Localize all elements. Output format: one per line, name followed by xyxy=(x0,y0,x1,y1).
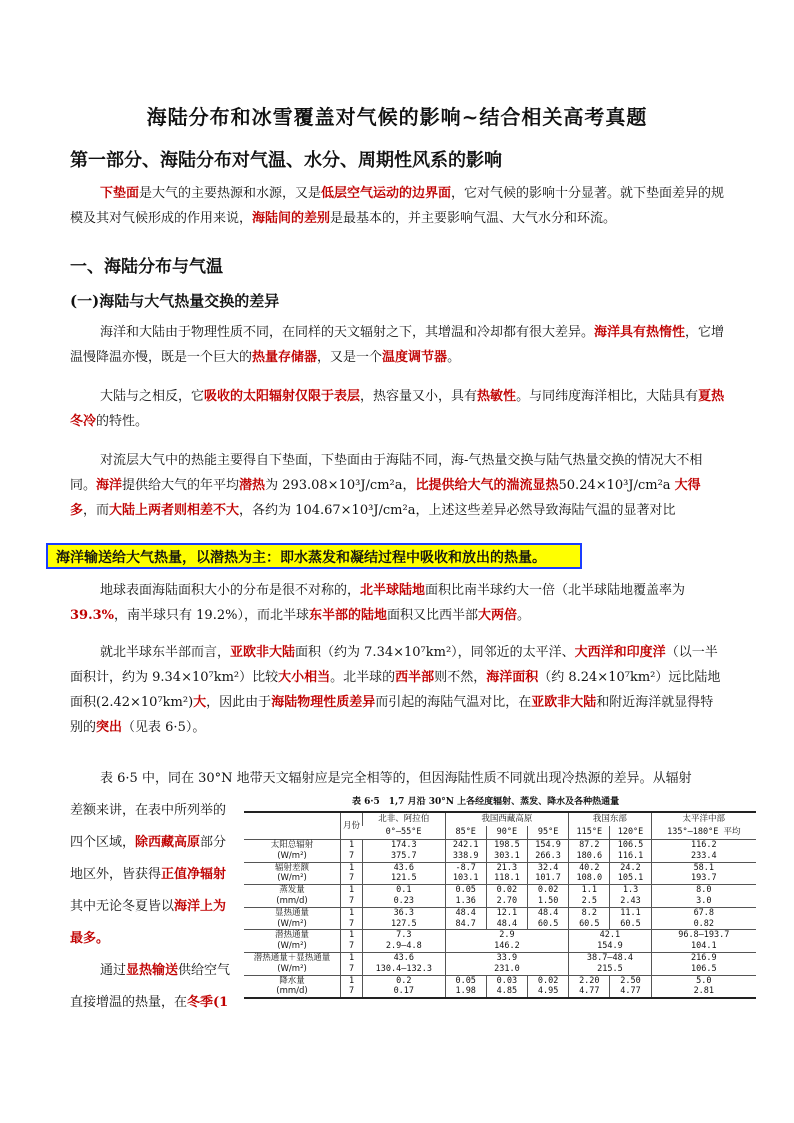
side-paragraph xyxy=(70,795,245,1019)
table-cell: 193.7 xyxy=(651,873,756,884)
text: ，各约为 104.67×10³J/cm²a，上述这些差异必然导致海陆气温的显著对比 xyxy=(239,503,676,518)
table-cell: 338.9 xyxy=(445,851,486,862)
text: 面积（约为 7.34×10⁷km²），同邻近的太平洋、 xyxy=(295,645,575,660)
table-cell: 48.4 xyxy=(486,919,527,930)
term: 海陆物理性质差异 xyxy=(271,695,376,710)
side-line: 直接增温的热量，在冬季(1 xyxy=(70,995,229,1010)
term: 夏热冬冷 xyxy=(70,389,725,429)
table-cell: 0.05 xyxy=(445,975,486,986)
term: 大两倍 xyxy=(477,608,517,623)
table-row xyxy=(244,840,756,851)
text: 地球表面海陆面积大小的分布是很不对称的， xyxy=(100,583,361,598)
part1-heading: 第一部分、海陆分布对气温、水分、周期性风系的影响 xyxy=(70,150,502,171)
table-cell: 242.1 xyxy=(445,840,486,851)
table-cell: 60.5 xyxy=(528,919,569,930)
row-label: (mm/d) xyxy=(276,895,308,906)
table-cell: 0.1 xyxy=(363,885,446,896)
row-label: 显热通量 xyxy=(244,907,341,918)
table-cell: 130.4—132.3 xyxy=(363,964,446,975)
para2 xyxy=(70,384,726,434)
header-lon: 135°—180°E 平均 xyxy=(651,826,756,840)
term: 比提供给大气的湍流显热 xyxy=(415,478,559,493)
row-label: (W/m²) xyxy=(277,941,307,952)
table-cell: 3.0 xyxy=(651,896,756,907)
term: 39.3% xyxy=(70,608,115,623)
table-cell: 101.7 xyxy=(528,873,569,884)
table-cell: 12.1 xyxy=(486,907,527,918)
table-cell: 0.02 xyxy=(486,885,527,896)
side-line: 其中无论冬夏皆以海洋上为 xyxy=(70,899,227,914)
table-cell: 154.9 xyxy=(569,941,651,952)
text: （以一半面积计，约为 9.34×10⁷km²）比较 xyxy=(70,645,718,685)
table-cell: 2.70 xyxy=(486,896,527,907)
header-lon: 95°E xyxy=(528,826,569,840)
table-cell: 0.23 xyxy=(363,896,446,907)
header-region: 我国西藏高原 xyxy=(445,812,569,826)
text: ，因此由于 xyxy=(206,695,272,710)
table-row xyxy=(244,862,756,873)
term: 海洋具有热惰性 xyxy=(594,325,686,340)
cell-month: 7 xyxy=(341,964,363,975)
text: 的特性。 xyxy=(96,414,149,429)
text: 为 293.08×10³J/cm²a， xyxy=(265,478,416,493)
table-row xyxy=(244,873,756,884)
table-row xyxy=(244,919,756,930)
para1 xyxy=(70,320,726,370)
row-label: (W/m²) xyxy=(277,963,307,974)
para6: 表 6·5 中，同在 30°N 地带天文辐射应是完全相等的，但因海陆性质不同就出现冷热源的差异。从辐射 xyxy=(100,771,692,786)
side-line: 通过显热输送供给空气 xyxy=(100,963,231,978)
row-label: (W/m²) xyxy=(277,873,307,884)
table-caption: 表 6·5 1,7 月沿 30°N 上各经度辐射、蒸发、降水及各种热通量 xyxy=(352,797,620,807)
term: 东半部的陆地 xyxy=(308,608,387,623)
cell-month: 1 xyxy=(341,907,363,918)
text: （约 8.24×10⁷km²）远比陆地面积(2.42×10⁷km²) xyxy=(70,670,721,710)
table-cell: 11.1 xyxy=(610,907,651,918)
term: 大小相当 xyxy=(278,670,331,685)
row-label: 辐射差额 xyxy=(244,862,341,873)
row-label: (mm/d) xyxy=(244,986,341,998)
table-row xyxy=(244,851,756,862)
table-cell: 116.1 xyxy=(610,851,651,862)
table-row xyxy=(244,986,756,998)
table-row xyxy=(244,975,756,986)
side-line: 地区外，皆获得正值净辐射 xyxy=(70,867,227,882)
text: ，它对气候的影响十分显著。就下垫面差异的规模及其对气候形成的作用来说， xyxy=(70,186,725,226)
table-cell: 121.5 xyxy=(363,873,446,884)
term: 西半部 xyxy=(395,670,435,685)
table-cell: 96.8—193.7 xyxy=(651,930,756,941)
table-cell: 180.6 xyxy=(569,851,610,862)
cell-month: 7 xyxy=(341,896,363,907)
table-cell: 174.3 xyxy=(363,840,446,851)
table-cell: 36.3 xyxy=(363,907,446,918)
table-cell: 1.1 xyxy=(569,885,610,896)
table-cell: 0.03 xyxy=(486,975,527,986)
row-label: (W/m²) xyxy=(277,850,307,861)
table-cell: 266.3 xyxy=(528,851,569,862)
header-lon: 85°E xyxy=(445,826,486,840)
term: 热敏性 xyxy=(477,389,517,404)
side-line: 最多。 xyxy=(70,931,110,946)
cell-month: 7 xyxy=(341,851,363,862)
table-row xyxy=(244,952,756,963)
table-row xyxy=(244,964,756,975)
text: 面积又比西半部 xyxy=(386,608,478,623)
table-row xyxy=(244,941,756,952)
table-cell: 375.7 xyxy=(363,851,446,862)
text: 则不然， xyxy=(434,670,487,685)
table-cell: 0.17 xyxy=(363,986,446,998)
intro-paragraph xyxy=(70,181,726,231)
table-cell: 216.9 xyxy=(651,952,756,963)
text: 对流层大气中的热能主要得自下垫面，下垫面由于海陆不同，海-气热量交换与陆气热量交换的情况大不相同。 xyxy=(70,453,703,493)
cell-month: 7 xyxy=(341,873,363,884)
header-region: 太平洋中部 xyxy=(651,812,756,826)
table-body xyxy=(244,840,756,999)
table-cell: 0.82 xyxy=(651,919,756,930)
cell-month: 7 xyxy=(341,941,363,952)
table-cell: 118.1 xyxy=(486,873,527,884)
header-lon: 115°E xyxy=(569,826,610,840)
header-month: 月份 xyxy=(341,812,363,840)
table-cell: 38.7—48.4 xyxy=(569,952,651,963)
table-row xyxy=(244,907,756,918)
table-cell: 21.3 xyxy=(486,862,527,873)
row-label: (W/m²) xyxy=(277,918,307,929)
data-table-image xyxy=(244,795,756,1037)
text: ，南半球只有 19.2%），而北半球 xyxy=(114,608,309,623)
table-cell: 0.05 xyxy=(445,885,486,896)
table-cell: 2.5 xyxy=(569,896,610,907)
text: 是大气的主要热源和水源，又是 xyxy=(139,186,322,201)
header-lon: 0°—55°E xyxy=(385,827,422,837)
para3 xyxy=(70,448,726,523)
term-underlying-surface: 下垫面 xyxy=(100,186,140,201)
table-cell: 7.3 xyxy=(363,930,446,941)
table-cell: 1.36 xyxy=(445,896,486,907)
text: ，热容量又小，具有 xyxy=(360,389,478,404)
table-cell: 84.7 xyxy=(445,919,486,930)
table-row xyxy=(244,930,756,941)
table-cell: 5.0 xyxy=(651,975,756,986)
table-cell: 303.1 xyxy=(486,851,527,862)
header-lon: 90°E xyxy=(486,826,527,840)
table-cell: 4.77 xyxy=(569,986,610,998)
cell-month: 1 xyxy=(341,840,363,851)
table-cell: 24.2 xyxy=(610,862,651,873)
table-row xyxy=(244,896,756,907)
term: 突出 xyxy=(96,720,123,735)
table-cell: 2.50 xyxy=(610,975,651,986)
side-line: 四个区域，除西藏高原部分 xyxy=(70,835,227,850)
row-label: 潜热通量＋显热通量 xyxy=(244,952,341,963)
term: 潜热 xyxy=(239,478,266,493)
callout-highlight: 海洋输送给大气热量，以潜热为主：即水蒸发和凝结过程中吸收和放出的热量。 xyxy=(46,543,582,569)
header-region: 我国东部 xyxy=(569,812,651,826)
subsection1-heading: (一)海陆与大气热量交换的差异 xyxy=(70,292,280,310)
text: 海洋和大陆由于物理性质不同，在同样的天文辐射之下，其增温和冷却都有很大差异。 xyxy=(100,325,595,340)
table-cell: 33.9 xyxy=(445,952,569,963)
table-row xyxy=(244,885,756,896)
text: 。 xyxy=(517,608,531,623)
table-cell: 108.0 xyxy=(569,873,610,884)
term: 海洋面积 xyxy=(486,670,539,685)
row-label: 蒸发量 xyxy=(244,885,341,896)
table-cell: 2.43 xyxy=(610,896,651,907)
table-cell: 0.02 xyxy=(528,975,569,986)
table-cell: 1.50 xyxy=(528,896,569,907)
text: ，它增温慢降温亦慢，既是一个巨大的 xyxy=(70,325,725,365)
text: 和附近海洋就显得特别的 xyxy=(70,695,714,735)
text: 50.24×10³J/cm²a xyxy=(558,478,675,493)
cell-month: 1 xyxy=(341,930,363,941)
table-cell: 8.2 xyxy=(569,907,610,918)
text: 就北半球东半部而言， xyxy=(100,645,231,660)
table-cell: 43.6 xyxy=(363,862,446,873)
term: 大陆上两者则相差不大 xyxy=(109,503,240,518)
text: 而引起的海陆气温对比，在 xyxy=(375,695,532,710)
term: 大西洋和印度洋 xyxy=(574,645,666,660)
table-cell: 2.9—4.8 xyxy=(363,941,446,952)
table-cell: 104.1 xyxy=(651,941,756,952)
table-cell: 60.5 xyxy=(610,919,651,930)
table-cell: 4.77 xyxy=(610,986,651,998)
table-cell: 105.1 xyxy=(610,873,651,884)
text: 是最基本的，并主要影响气温、大气水分和环流。 xyxy=(330,211,617,226)
term-boundary: 低层空气运动的边界面 xyxy=(321,186,452,201)
text: 大陆与之相反，它 xyxy=(100,389,205,404)
table-cell: 103.1 xyxy=(445,873,486,884)
term: 大 xyxy=(193,695,207,710)
table-cell: 116.2 xyxy=(651,840,756,851)
text: 提供给大气的年平均 xyxy=(122,478,240,493)
table-cell: 215.5 xyxy=(569,964,651,975)
term: 亚欧非大陆 xyxy=(230,645,296,660)
table-cell: 146.2 xyxy=(445,941,569,952)
header-label xyxy=(244,812,341,840)
table-cell: 60.5 xyxy=(569,919,610,930)
cell-month: 7 xyxy=(341,986,363,998)
table-cell: 40.2 xyxy=(569,862,610,873)
term: 热量存储器 xyxy=(252,350,318,365)
header-region: 北非、阿拉伯 xyxy=(363,812,446,826)
page-title: 海陆分布和冰雪覆盖对气候的影响~结合相关高考真题 xyxy=(146,105,648,129)
data-table xyxy=(244,811,756,999)
text: 。 xyxy=(447,350,461,365)
table-cell: 2.20 xyxy=(569,975,610,986)
table-cell: 106.5 xyxy=(651,964,756,975)
table-cell: 0.02 xyxy=(528,885,569,896)
cell-month: 1 xyxy=(341,885,363,896)
section1-heading: 一、海陆分布与气温 xyxy=(70,257,223,277)
table-cell: 106.5 xyxy=(610,840,651,851)
table-cell: 0.2 xyxy=(363,975,446,986)
text: 面积比南半球约大一倍（北半球陆地覆盖率为 xyxy=(425,583,686,598)
table-cell: 2.81 xyxy=(651,986,756,998)
term: 海洋 xyxy=(96,478,123,493)
row-label: 太阳总辐射 xyxy=(244,840,341,851)
table-cell: 4.95 xyxy=(528,986,569,998)
text: 。与同纬度海洋相比，大陆具有 xyxy=(516,389,699,404)
para5 xyxy=(70,640,726,740)
cell-month: 1 xyxy=(341,975,363,986)
text: ，又是一个 xyxy=(317,350,383,365)
table-cell: 4.85 xyxy=(486,986,527,998)
table-cell: 154.9 xyxy=(528,840,569,851)
table-cell: 127.5 xyxy=(363,919,446,930)
term: 亚欧非大陆 xyxy=(531,695,597,710)
header-lon: 120°E xyxy=(610,826,651,840)
cell-month: 1 xyxy=(341,952,363,963)
row-label: 潜热通量 xyxy=(244,930,341,941)
cell-month: 1 xyxy=(341,862,363,873)
table-cell: 8.0 xyxy=(651,885,756,896)
table-cell: 87.2 xyxy=(569,840,610,851)
table-cell: 43.6 xyxy=(363,952,446,963)
table-cell: 67.8 xyxy=(651,907,756,918)
text: ，而 xyxy=(83,503,110,518)
term-land-sea-difference: 海陆间的差别 xyxy=(252,211,331,226)
table-cell: 32.4 xyxy=(528,862,569,873)
text: 。北半球的 xyxy=(330,670,396,685)
cell-month: 7 xyxy=(341,919,363,930)
text: （见表 6·5）。 xyxy=(122,720,206,735)
table-cell: 48.4 xyxy=(528,907,569,918)
table-cell: 1.3 xyxy=(610,885,651,896)
row-label: 降水量 xyxy=(244,975,341,986)
term: 大得多 xyxy=(70,478,701,518)
table-cell: 1.98 xyxy=(445,986,486,998)
term: 北半球陆地 xyxy=(360,583,426,598)
term: 吸收的太阳辐射仅限于表层 xyxy=(204,389,361,404)
table-cell: 2.9 xyxy=(445,930,569,941)
table-cell: 233.4 xyxy=(651,851,756,862)
table-cell: -8.7 xyxy=(445,862,486,873)
table-cell: 58.1 xyxy=(651,862,756,873)
para4 xyxy=(70,578,726,628)
table-cell: 231.0 xyxy=(445,964,569,975)
table-cell: 198.5 xyxy=(486,840,527,851)
table-cell: 42.1 xyxy=(569,930,651,941)
term: 温度调节器 xyxy=(382,350,448,365)
side-line: 差额来讲，在表中所列举的 xyxy=(70,803,227,818)
table-cell: 48.4 xyxy=(445,907,486,918)
